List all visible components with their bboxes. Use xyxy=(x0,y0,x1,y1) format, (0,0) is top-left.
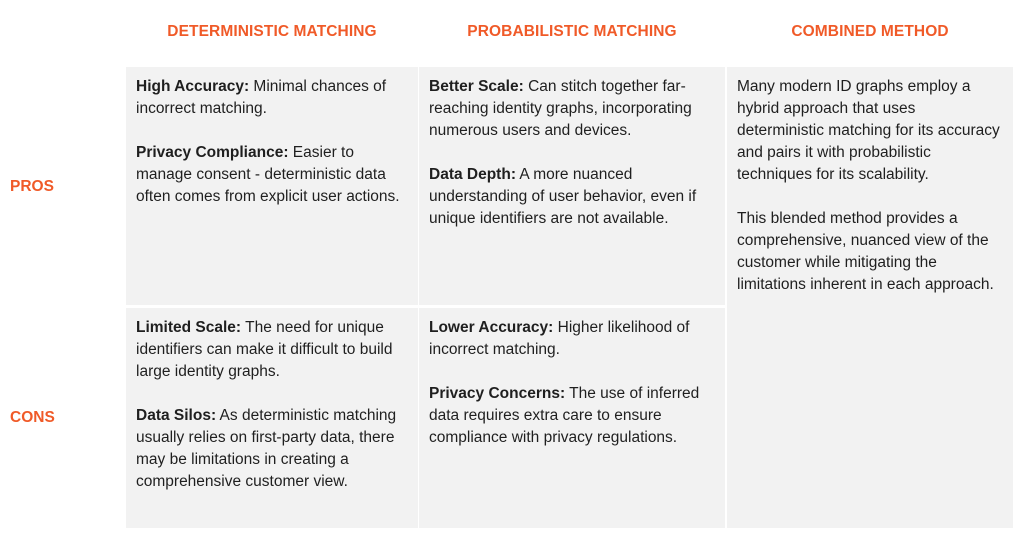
header-combined-method: COMBINED METHOD xyxy=(791,23,949,40)
con-item-title: Privacy Concerns: xyxy=(429,385,566,402)
row-label-cons: CONS xyxy=(10,409,55,426)
pro-item-text: Easier to manage consent - deterministic data often comes from explicit user actions. xyxy=(136,144,400,205)
con-item-text: Higher likelihood of incorrect matching. xyxy=(429,319,690,358)
con-item xyxy=(429,317,715,361)
pro-item-title: Better Scale: xyxy=(429,78,524,95)
con-item-title: Limited Scale: xyxy=(136,319,242,336)
cell-combined-method xyxy=(727,67,1013,528)
pro-item xyxy=(429,164,715,230)
con-item-title: Lower Accuracy: xyxy=(429,319,554,336)
pro-item-title: Privacy Compliance: xyxy=(136,144,289,161)
con-item-text: As deterministic matching usually relies on first-party data, there may be limitations in creating a comprehensive customer view. xyxy=(136,407,397,490)
pro-item xyxy=(136,76,408,120)
pro-item-title: High Accuracy: xyxy=(136,78,250,95)
cell-deterministic-pros xyxy=(126,67,418,305)
con-item xyxy=(136,405,408,493)
header-probabilistic-matching: PROBABILISTIC MATCHING xyxy=(467,23,677,40)
pro-item xyxy=(429,76,715,142)
row-label-pros: PROS xyxy=(10,178,54,195)
pro-item-text: A more nuanced understanding of user behavior, even if unique identifiers are not available. xyxy=(429,166,697,227)
pro-item xyxy=(136,142,408,208)
con-item xyxy=(429,383,715,449)
con-item xyxy=(136,317,408,383)
con-item-text: The need for unique identifiers can make it difficult to build large identity graphs. xyxy=(136,319,393,380)
combined-paragraph: Many modern ID graphs employ a hybrid approach that uses deterministic matching for its accuracy and pairs it with probabilistic techniques for its scalability. xyxy=(737,78,1000,183)
cell-deterministic-cons xyxy=(126,308,418,528)
pro-item-text: Minimal chances of incorrect matching. xyxy=(136,78,387,117)
cell-probabilistic-cons xyxy=(419,308,725,528)
con-item-title: Data Silos: xyxy=(136,407,217,424)
header-deterministic-matching: DETERMINISTIC MATCHING xyxy=(167,23,377,40)
con-item-text: The use of inferred data requires extra care to ensure compliance with privacy regulations. xyxy=(429,385,700,446)
pro-item-text: Can stitch together far-reaching identity graphs, incorporating numerous users and devices. xyxy=(429,78,692,139)
combined-paragraph: This blended method provides a comprehensive, nuanced view of the customer while mitigating the limitations inherent in each approach. xyxy=(737,210,994,293)
pro-item-title: Data Depth: xyxy=(429,166,516,183)
cell-probabilistic-pros xyxy=(419,67,725,305)
